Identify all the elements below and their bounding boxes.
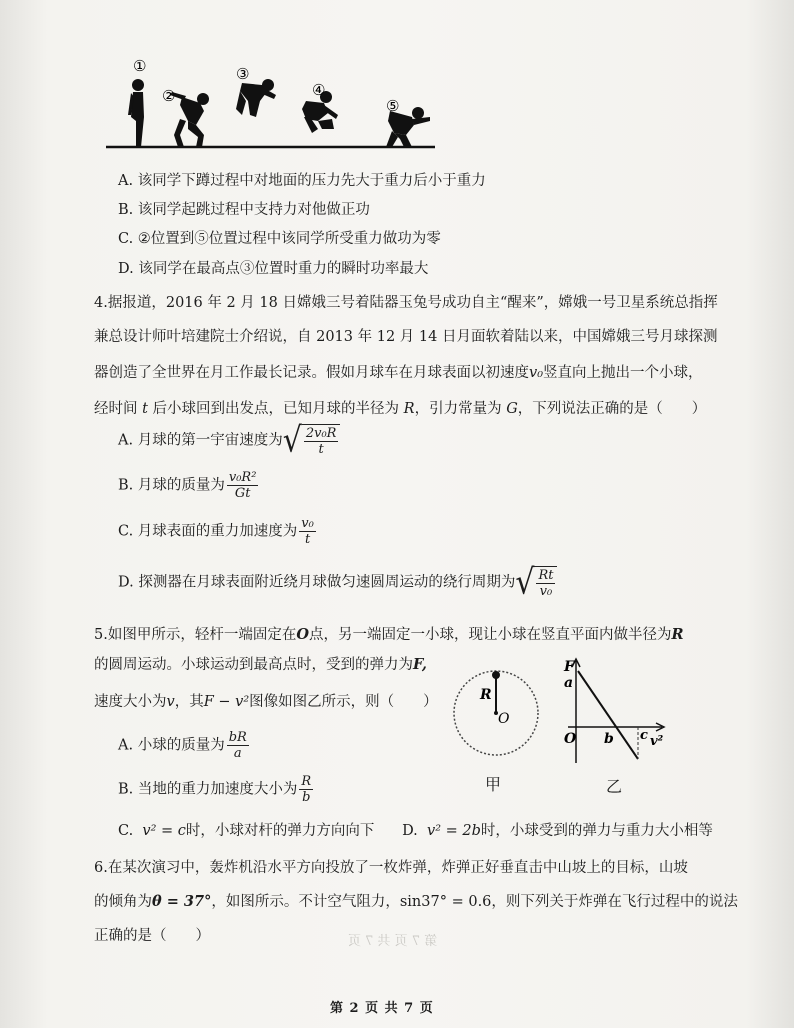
label-R: R (480, 687, 492, 703)
q4-option-c: C. 月球表面的重力加速度为 $\frac{\text{v₀}}{t}$ (118, 516, 314, 547)
q5-option-c-d (118, 822, 713, 840)
q5-stem-line-3: 速度大小为v，其F − v²图像如图乙所示，则（ ） (94, 694, 438, 710)
page-footer: 第 2 页 共 7 页 (330, 1001, 434, 1016)
position-label-5: ⑤ (386, 97, 400, 115)
q6-stem-line-3: 正确的是（ ） (94, 928, 210, 944)
figure-yi-caption: 乙 (606, 777, 623, 796)
position-label-2: ② (162, 87, 176, 105)
label-c: c (640, 728, 648, 743)
label-v-squared: v² (650, 734, 664, 749)
sqrt-expression: √ $\frac{Rt}{\text{v₀}}$ (515, 566, 557, 599)
sqrt-expression: √ $\frac{\text{2v₀R}}{t}$ (283, 424, 341, 457)
jumping-student-figure (100, 55, 445, 165)
q4-stem-line-1: 4.据报道，2016 年 2 月 18 日嫦娥三号着陆器玉兔号成功自主“醒来”，嫦娥一号卫星系统总指挥 (94, 295, 718, 311)
q3-option-d: D. 该同学在最高点③位置时重力的瞬时功率最大 (118, 261, 429, 277)
q5-option-a: A. 小球的质量为 $\frac{bR}{a}$ (118, 730, 247, 761)
q5-stem-line-2: 的圆周运动。小球运动到最高点时，受到的弹力为F, (94, 656, 427, 673)
q6-stem-line-2: 的倾角为θ = 37°，如图所示。不计空气阻力，sin37° = 0.6，则下列关于炸弹在飞行过程中的说法 (94, 893, 738, 910)
question-number: 4. (94, 295, 108, 311)
label-O: O (498, 711, 510, 727)
q5-option-c: C. v² = c时，小球对杆的弹力方向向下 (118, 823, 375, 839)
q5-option-b: B. 当地的重力加速度大小为 $\frac{R}{b}$ (118, 774, 312, 805)
q5-stem-line-1: 5.如图甲所示，轻杆一端固定在O点，另一端固定一小球，现让小球在竖直平面内做半径为R (94, 626, 684, 643)
q4-stem-line-3: 器创造了全世界在月工作最长记录。假如月球车在月球表面以初速度v₀竖直向上抛出一个小球， (94, 365, 703, 381)
q6-stem-line-1: 6.在某次演习中，轰炸机沿水平方向投放了一枚炸弹，炸弹正好垂直击中山坡上的目标，山坡 (94, 860, 688, 876)
q3-option-b: B. 该同学起跳过程中支持力对他做正功 (118, 202, 370, 218)
q4-option-d: D. 探测器在月球表面附近绕月球做匀速圆周运动的绕行周期为√ $\frac{Rt}{\text{v₀}}$ (118, 566, 557, 599)
figure-yi-graph (562, 655, 672, 770)
q4-stem-line-2: 兼总设计师叶培建院士介绍说，自 2013 年 12 月 14 日月面软着陆以来，中国嫦娥三号月球探测 (94, 329, 718, 345)
q5-option-d: D. v² = 2b时，小球受到的弹力与重力大小相等 (402, 823, 713, 839)
figure-jia-caption: 甲 (485, 775, 502, 794)
question-number: 6. (94, 860, 108, 876)
q3-option-c: C. ②位置到⑤位置过程中该同学所受重力做功为零 (118, 231, 441, 247)
position-label-1: ① (133, 57, 147, 75)
position-label-3: ③ (236, 65, 250, 83)
label-origin: O (564, 731, 577, 747)
figure-jia-circle (448, 665, 548, 765)
q4-stem-line-4: 经时间 t 后小球回到出发点，已知月球的半径为 R，引力常量为 G，下列说法正确的是（ ） (94, 401, 707, 417)
bleed-through-text: 第 7 页 共 7 页 (348, 934, 438, 949)
label-F: F (564, 659, 574, 675)
label-b: b (604, 731, 614, 747)
q4-option-a: A. 月球的第一宇宙速度为√ $\frac{\text{2v₀R}}{t}$ (118, 424, 340, 457)
q4-option-b: B. 月球的质量为 $\frac{\text{v₀R²}}{Gt}$ (118, 470, 257, 501)
position-label-4: ④ (312, 81, 326, 99)
label-a: a (564, 675, 574, 691)
q3-option-a: A. 该同学下蹲过程中对地面的压力先大于重力后小于重力 (118, 173, 486, 189)
question-number: 5. (94, 627, 108, 643)
